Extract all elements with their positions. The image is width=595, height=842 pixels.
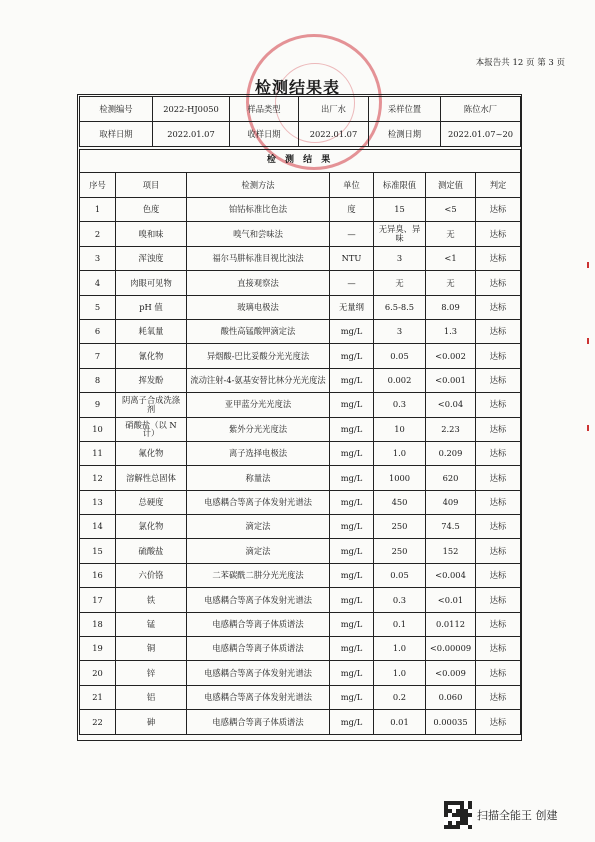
table-row: [80, 246, 521, 270]
value-test-date: 2022.01.07~20: [441, 122, 521, 147]
label-test-date: 检测日期: [369, 122, 441, 147]
cell-limit: 0.1: [374, 612, 426, 636]
cell-limit: 0.01: [374, 710, 426, 734]
cell-limit: 0.2: [374, 685, 426, 709]
table-row: [80, 685, 521, 709]
cell-measured: 无: [426, 271, 476, 295]
cell-item: 肉眼可见物: [116, 271, 187, 295]
cell-limit: 10: [374, 417, 426, 441]
cell-item: 色度: [116, 198, 187, 222]
table-row: [80, 319, 521, 343]
cell-judgement: 达标: [476, 441, 521, 465]
cell-method: 玻璃电极法: [187, 295, 330, 319]
cell-unit: mg/L: [330, 417, 374, 441]
cell-method: 电感耦合等离子体发射光谱法: [187, 490, 330, 514]
cell-method: 铂钴标准比色法: [187, 198, 330, 222]
table-row: [80, 198, 521, 222]
cell-measured: 74.5: [426, 515, 476, 539]
header-method: 检测方法: [187, 173, 330, 198]
header-judgement: 判定: [476, 173, 521, 198]
page-number: 本报告共 12 页 第 3 页: [475, 58, 565, 68]
cell-seq: 22: [80, 710, 116, 734]
table-row: [80, 563, 521, 587]
cell-seq: 21: [80, 685, 116, 709]
cell-unit: mg/L: [330, 515, 374, 539]
cell-method: 电感耦合等离子体发射光谱法: [187, 661, 330, 685]
cell-judgement: 达标: [476, 563, 521, 587]
cell-unit: mg/L: [330, 588, 374, 612]
cell-measured: <0.01: [426, 588, 476, 612]
cell-seq: 9: [80, 393, 116, 417]
cell-limit: 无异臭、异味: [374, 222, 426, 246]
cell-judgement: 达标: [476, 466, 521, 490]
cell-seq: 13: [80, 490, 116, 514]
cell-seq: 3: [80, 246, 116, 270]
cell-unit: mg/L: [330, 393, 374, 417]
cell-limit: 0.05: [374, 563, 426, 587]
cell-seq: 12: [80, 466, 116, 490]
cell-judgement: 达标: [476, 490, 521, 514]
results-table: [79, 149, 521, 735]
header-unit: 单位: [330, 173, 374, 198]
cell-item: 铁: [116, 588, 187, 612]
cell-measured: 152: [426, 539, 476, 563]
table-row: [80, 637, 521, 661]
cell-method: 离子选择电极法: [187, 441, 330, 465]
cell-judgement: 达标: [476, 539, 521, 563]
cell-judgement: 达标: [476, 246, 521, 270]
cell-judgement: 达标: [476, 368, 521, 392]
cell-judgement: 达标: [476, 612, 521, 636]
cell-measured: 2.23: [426, 417, 476, 441]
table-row: [80, 393, 521, 417]
cell-item: 溶解性总固体: [116, 466, 187, 490]
cell-limit: 0.3: [374, 588, 426, 612]
cell-unit: 无量纲: [330, 295, 374, 319]
cell-unit: mg/L: [330, 441, 374, 465]
header-measured: 测定值: [426, 173, 476, 198]
cell-unit: mg/L: [330, 466, 374, 490]
cell-item: 氟化物: [116, 441, 187, 465]
cell-measured: 409: [426, 490, 476, 514]
cell-item: 耗氧量: [116, 319, 187, 343]
cell-measured: 无: [426, 222, 476, 246]
sample-info-row-1: [80, 97, 521, 122]
cell-seq: 2: [80, 222, 116, 246]
cell-unit: mg/L: [330, 344, 374, 368]
cell-unit: mg/L: [330, 612, 374, 636]
cell-judgement: 达标: [476, 710, 521, 734]
table-row: [80, 612, 521, 636]
edge-mark: [587, 262, 589, 268]
cell-seq: 4: [80, 271, 116, 295]
cell-judgement: 达标: [476, 393, 521, 417]
cell-seq: 5: [80, 295, 116, 319]
cell-limit: 250: [374, 539, 426, 563]
cell-limit: 450: [374, 490, 426, 514]
cell-measured: 0.060: [426, 685, 476, 709]
table-row: [80, 295, 521, 319]
table-row: [80, 222, 521, 246]
header-limit: 标准限值: [374, 173, 426, 198]
cell-judgement: 达标: [476, 344, 521, 368]
label-sample-type: 样品类型: [230, 97, 299, 122]
cell-method: 直接观察法: [187, 271, 330, 295]
cell-item: 铜: [116, 637, 187, 661]
cell-unit: mg/L: [330, 710, 374, 734]
value-sample-type: 出厂水: [299, 97, 369, 122]
cell-seq: 6: [80, 319, 116, 343]
table-row: [80, 466, 521, 490]
cell-limit: 1.0: [374, 637, 426, 661]
section-title: 检 测 结 果: [80, 150, 521, 173]
cell-method: 电感耦合等离子体发射光谱法: [187, 588, 330, 612]
cell-measured: <1: [426, 246, 476, 270]
cell-unit: mg/L: [330, 637, 374, 661]
cell-item: 硝酸盐（以 N 计）: [116, 417, 187, 441]
cell-seq: 15: [80, 539, 116, 563]
cell-seq: 16: [80, 563, 116, 587]
cell-item: 铝: [116, 685, 187, 709]
sample-info-row-2: [80, 122, 521, 147]
cell-method: 异烟酸-巴比妥酸分光光度法: [187, 344, 330, 368]
cell-judgement: 达标: [476, 319, 521, 343]
cell-seq: 20: [80, 661, 116, 685]
cell-limit: 无: [374, 271, 426, 295]
cell-judgement: 达标: [476, 588, 521, 612]
header-item: 项目: [116, 173, 187, 198]
cell-method: 电感耦合等离子体质谱法: [187, 710, 330, 734]
cell-measured: <0.04: [426, 393, 476, 417]
cell-unit: mg/L: [330, 539, 374, 563]
cell-limit: 1.0: [374, 661, 426, 685]
cell-judgement: 达标: [476, 637, 521, 661]
cell-method: 亚甲蓝分光光度法: [187, 393, 330, 417]
cell-seq: 14: [80, 515, 116, 539]
cell-limit: 3: [374, 246, 426, 270]
cell-seq: 7: [80, 344, 116, 368]
cell-unit: —: [330, 271, 374, 295]
table-row: [80, 344, 521, 368]
cell-item: 氰化物: [116, 344, 187, 368]
cell-judgement: 达标: [476, 271, 521, 295]
cell-limit: 1.0: [374, 441, 426, 465]
cell-limit: 0.05: [374, 344, 426, 368]
cell-item: 总硬度: [116, 490, 187, 514]
cell-item: 嗅和味: [116, 222, 187, 246]
value-test-no: 2022-HJ0050: [153, 97, 230, 122]
qr-code-icon: [444, 801, 472, 829]
table-row: [80, 710, 521, 734]
scanner-watermark-text: 扫描全能王 创建: [477, 809, 558, 822]
cell-unit: mg/L: [330, 661, 374, 685]
label-sampling-date: 取样日期: [80, 122, 153, 147]
cell-seq: 10: [80, 417, 116, 441]
cell-method: 电感耦合等离子体质谱法: [187, 612, 330, 636]
cell-measured: 8.09: [426, 295, 476, 319]
cell-limit: 6.5-8.5: [374, 295, 426, 319]
cell-item: 砷: [116, 710, 187, 734]
table-row: [80, 490, 521, 514]
cell-limit: 250: [374, 515, 426, 539]
edge-mark: [587, 425, 589, 431]
cell-item: 锰: [116, 612, 187, 636]
cell-measured: <0.004: [426, 563, 476, 587]
cell-unit: NTU: [330, 246, 374, 270]
cell-unit: mg/L: [330, 563, 374, 587]
cell-unit: mg/L: [330, 368, 374, 392]
cell-measured: 0.209: [426, 441, 476, 465]
cell-seq: 18: [80, 612, 116, 636]
value-sampling-location: 陈位水厂: [441, 97, 521, 122]
cell-method: 滴定法: [187, 515, 330, 539]
cell-seq: 19: [80, 637, 116, 661]
results-section-header: [80, 150, 521, 173]
table-row: [80, 539, 521, 563]
table-row: [80, 417, 521, 441]
cell-limit: 0.3: [374, 393, 426, 417]
label-receipt-date: 收样日期: [230, 122, 299, 147]
label-sampling-location: 采样位置: [369, 97, 441, 122]
cell-method: 嗅气和尝味法: [187, 222, 330, 246]
cell-measured: <0.00009: [426, 637, 476, 661]
table-row: [80, 441, 521, 465]
cell-item: 挥发酚: [116, 368, 187, 392]
table-row: [80, 271, 521, 295]
label-test-no: 检测编号: [80, 97, 153, 122]
cell-unit: mg/L: [330, 490, 374, 514]
cell-limit: 3: [374, 319, 426, 343]
value-sampling-date: 2022.01.07: [153, 122, 230, 147]
cell-item: 氯化物: [116, 515, 187, 539]
cell-method: 称量法: [187, 466, 330, 490]
table-row: [80, 515, 521, 539]
sample-info-table: [79, 96, 521, 147]
cell-measured: 0.00035: [426, 710, 476, 734]
cell-method: 流动注射-4-氨基安替比林分光光度法: [187, 368, 330, 392]
cell-judgement: 达标: [476, 661, 521, 685]
cell-judgement: 达标: [476, 198, 521, 222]
cell-item: 锌: [116, 661, 187, 685]
cell-seq: 17: [80, 588, 116, 612]
cell-method: 酸性高锰酸钾滴定法: [187, 319, 330, 343]
cell-judgement: 达标: [476, 417, 521, 441]
cell-method: 电感耦合等离子体发射光谱法: [187, 685, 330, 709]
cell-unit: 度: [330, 198, 374, 222]
cell-method: 滴定法: [187, 539, 330, 563]
cell-item: 六价铬: [116, 563, 187, 587]
header-seq: 序号: [80, 173, 116, 198]
cell-item: 浑浊度: [116, 246, 187, 270]
cell-method: 电感耦合等离子体质谱法: [187, 637, 330, 661]
cell-limit: 0.002: [374, 368, 426, 392]
cell-judgement: 达标: [476, 222, 521, 246]
cell-measured: <0.002: [426, 344, 476, 368]
cell-item: pH 值: [116, 295, 187, 319]
cell-seq: 11: [80, 441, 116, 465]
edge-mark: [587, 338, 589, 344]
cell-unit: —: [330, 222, 374, 246]
cell-seq: 8: [80, 368, 116, 392]
table-row: [80, 588, 521, 612]
table-row: [80, 661, 521, 685]
cell-measured: <0.009: [426, 661, 476, 685]
cell-method: 二苯碳酰二肼分光光度法: [187, 563, 330, 587]
cell-judgement: 达标: [476, 685, 521, 709]
cell-measured: <5: [426, 198, 476, 222]
results-header-row: [80, 173, 521, 198]
cell-judgement: 达标: [476, 295, 521, 319]
cell-measured: 1.3: [426, 319, 476, 343]
cell-seq: 1: [80, 198, 116, 222]
cell-limit: 15: [374, 198, 426, 222]
cell-measured: 620: [426, 466, 476, 490]
cell-item: 阴离子合成洗涤剂: [116, 393, 187, 417]
cell-measured: 0.0112: [426, 612, 476, 636]
scanner-watermark: [444, 801, 558, 829]
value-receipt-date: 2022.01.07: [299, 122, 369, 147]
cell-item: 硫酸盐: [116, 539, 187, 563]
page-title: 检测结果表: [254, 78, 340, 97]
cell-unit: mg/L: [330, 685, 374, 709]
cell-method: 紫外分光光度法: [187, 417, 330, 441]
cell-measured: <0.001: [426, 368, 476, 392]
table-row: [80, 368, 521, 392]
cell-method: 福尔马肼标准目视比浊法: [187, 246, 330, 270]
cell-judgement: 达标: [476, 515, 521, 539]
cell-unit: mg/L: [330, 319, 374, 343]
cell-limit: 1000: [374, 466, 426, 490]
